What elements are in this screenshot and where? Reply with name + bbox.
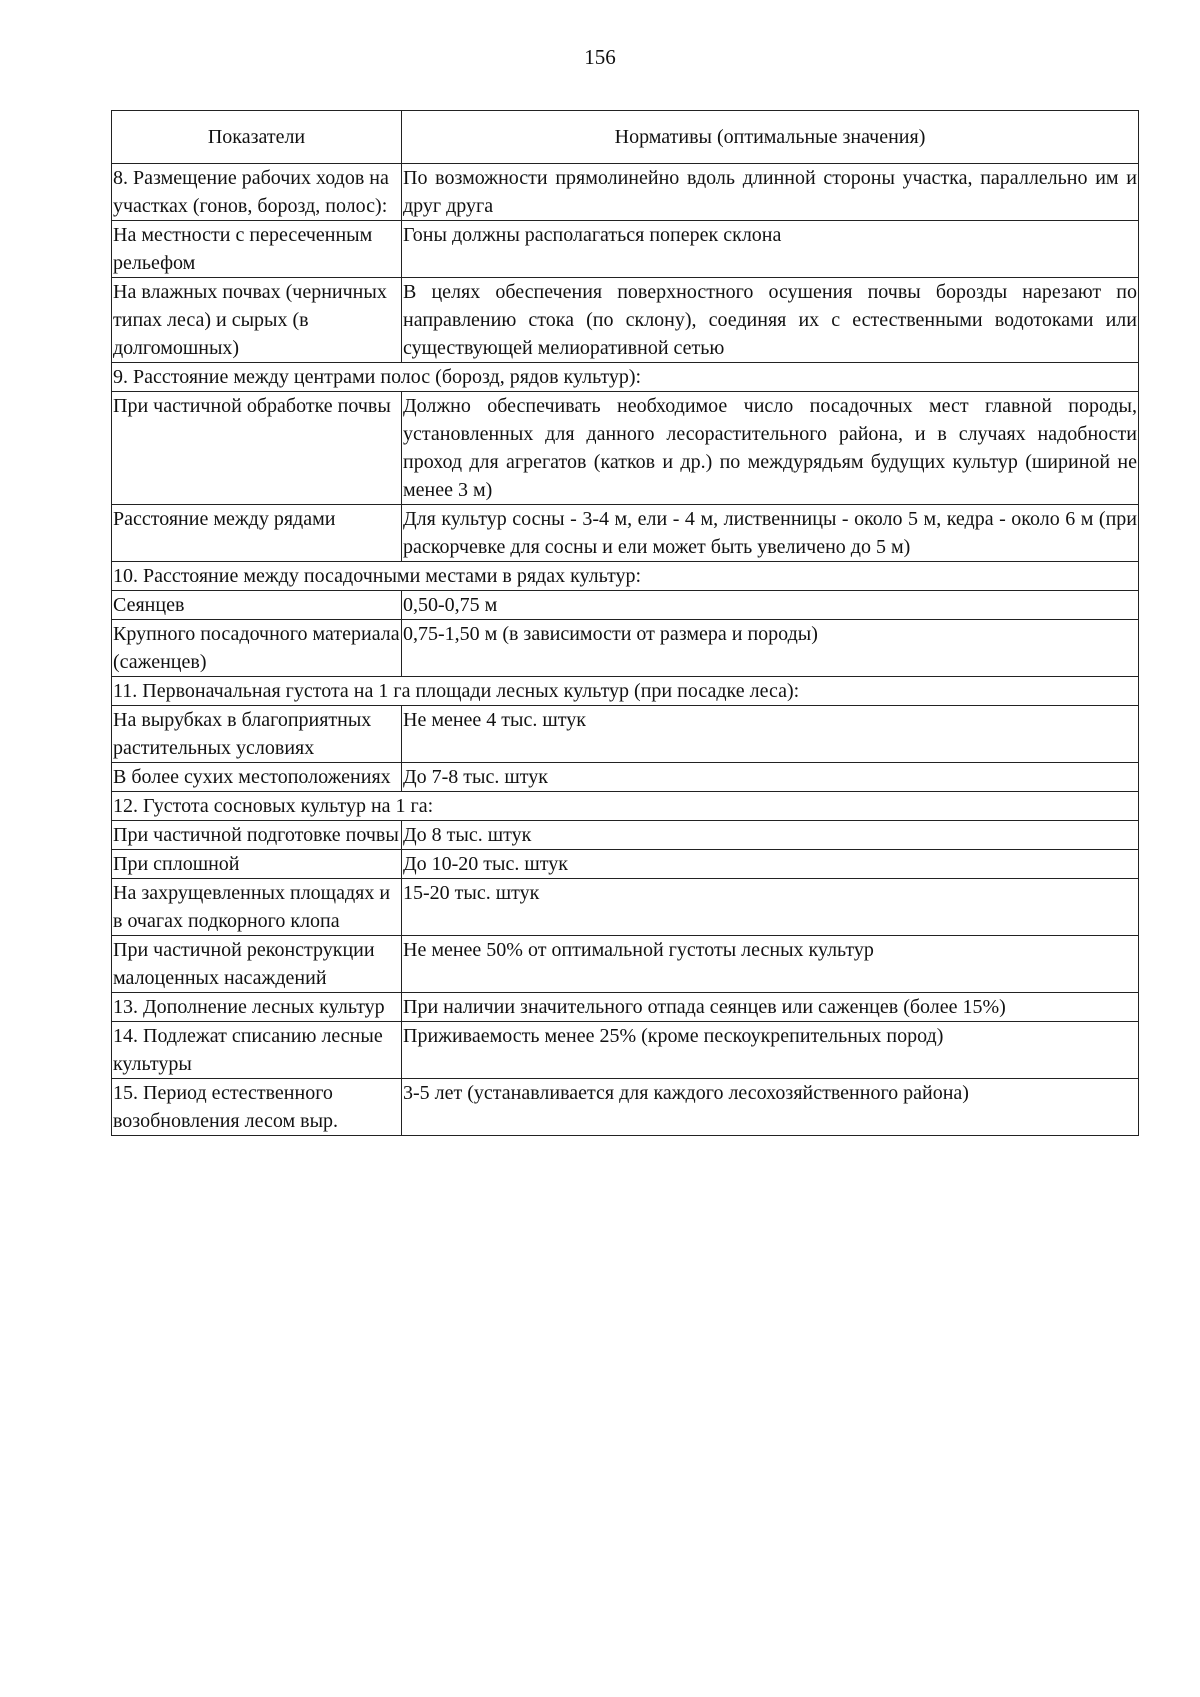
indicator-cell: На захрущевленных площадях и в очагах подкорного клопа xyxy=(112,879,402,936)
norm-value-cell: Не менее 50% от оптимальной густоты лесных культур xyxy=(402,936,1139,993)
table-row xyxy=(112,392,1139,505)
norm-value-cell: До 7-8 тыс. штук xyxy=(402,763,1139,792)
section-title: 10. Расстояние между посадочными местами в рядах культур: xyxy=(112,562,1139,591)
table-row xyxy=(112,850,1139,879)
indicator-cell: 8. Размещение рабочих ходов на участках (гонов, борозд, полос): xyxy=(112,164,402,221)
indicator-cell: 14. Подлежат списанию лесные культуры xyxy=(112,1022,402,1079)
indicator-cell: На влажных почвах (черничных типах леса) и сырых (в долгомошных) xyxy=(112,278,402,363)
table-row xyxy=(112,221,1139,278)
section-title: 12. Густота сосновых культур на 1 га: xyxy=(112,792,1139,821)
norm-value-cell: В целях обеспечения поверхностного осушения почвы борозды нарезают по направлению стока (по склону), соединяя их с естественными водотоками или существующей мелиоративной сетью xyxy=(402,278,1139,363)
table-row xyxy=(112,164,1139,221)
norm-value-cell: При наличии значительного отпада сеянцев или саженцев (более 15%) xyxy=(402,993,1139,1022)
indicator-cell: На местности с пересеченным рельефом xyxy=(112,221,402,278)
indicator-cell: При частичной реконструкции малоценных насаждений xyxy=(112,936,402,993)
section-row xyxy=(112,677,1139,706)
indicator-cell: Расстояние между рядами xyxy=(112,505,402,562)
table-row xyxy=(112,620,1139,677)
norm-value-cell: До 10-20 тыс. штук xyxy=(402,850,1139,879)
table-row xyxy=(112,1022,1139,1079)
indicator-cell: При частичной обработке почвы xyxy=(112,392,402,505)
section-row xyxy=(112,562,1139,591)
norm-value-cell: До 8 тыс. штук xyxy=(402,821,1139,850)
header-indicator: Показатели xyxy=(112,111,402,164)
table-row xyxy=(112,1079,1139,1136)
norm-value-cell: 15-20 тыс. штук xyxy=(402,879,1139,936)
section-title: 11. Первоначальная густота на 1 га площади лесных культур (при посадке леса): xyxy=(112,677,1139,706)
table-row xyxy=(112,278,1139,363)
table-row xyxy=(112,821,1139,850)
table-header-row xyxy=(112,111,1139,164)
indicator-cell: 13. Дополнение лесных культур xyxy=(112,993,402,1022)
indicator-cell: В более сухих местоположениях xyxy=(112,763,402,792)
indicator-cell: Сеянцев xyxy=(112,591,402,620)
norm-value-cell: По возможности прямолинейно вдоль длинной стороны участка, параллельно им и друг друга xyxy=(402,164,1139,221)
header-norm: Нормативы (оптимальные значения) xyxy=(402,111,1139,164)
norms-table xyxy=(111,110,1139,1136)
page-number: 156 xyxy=(584,45,616,69)
norm-value-cell: Гоны должны располагаться поперек склона xyxy=(402,221,1139,278)
indicator-cell: 15. Период естественного возобновления лесом выр. xyxy=(112,1079,402,1136)
norm-value-cell: 0,75-1,50 м (в зависимости от размера и породы) xyxy=(402,620,1139,677)
norm-value-cell: Должно обеспечивать необходимое число посадочных мест главной породы, установленных для данного лесорастительного района, и в случаях надобности проход для агрегатов (катков и др.) по междурядьям будущих культур (шириной не менее 3 м) xyxy=(402,392,1139,505)
norm-value-cell: Не менее 4 тыс. штук xyxy=(402,706,1139,763)
norm-value-cell: Приживаемость менее 25% (кроме пескоукрепительных пород) xyxy=(402,1022,1139,1079)
table-row xyxy=(112,505,1139,562)
table-body xyxy=(112,164,1139,1136)
norm-value-cell: 0,50-0,75 м xyxy=(402,591,1139,620)
table-row xyxy=(112,706,1139,763)
indicator-cell: При частичной подготовке почвы xyxy=(112,821,402,850)
indicator-cell: На вырубках в благоприятных растительных условиях xyxy=(112,706,402,763)
indicator-cell: При сплошной xyxy=(112,850,402,879)
table-row xyxy=(112,993,1139,1022)
table-row xyxy=(112,936,1139,993)
section-title: 9. Расстояние между центрами полос (борозд, рядов культур): xyxy=(112,363,1139,392)
norm-value-cell: Для культур сосны - 3-4 м, ели - 4 м, лиственницы - около 5 м, кедра - около 6 м (при раскорчевке для сосны и ели может быть увеличено до 5 м) xyxy=(402,505,1139,562)
section-row xyxy=(112,792,1139,821)
table-row xyxy=(112,591,1139,620)
table-row xyxy=(112,763,1139,792)
table-row xyxy=(112,879,1139,936)
section-row xyxy=(112,363,1139,392)
norm-value-cell: 3-5 лет (устанавливается для каждого лесохозяйственного района) xyxy=(402,1079,1139,1136)
indicator-cell: Крупного посадочного материала (саженцев) xyxy=(112,620,402,677)
